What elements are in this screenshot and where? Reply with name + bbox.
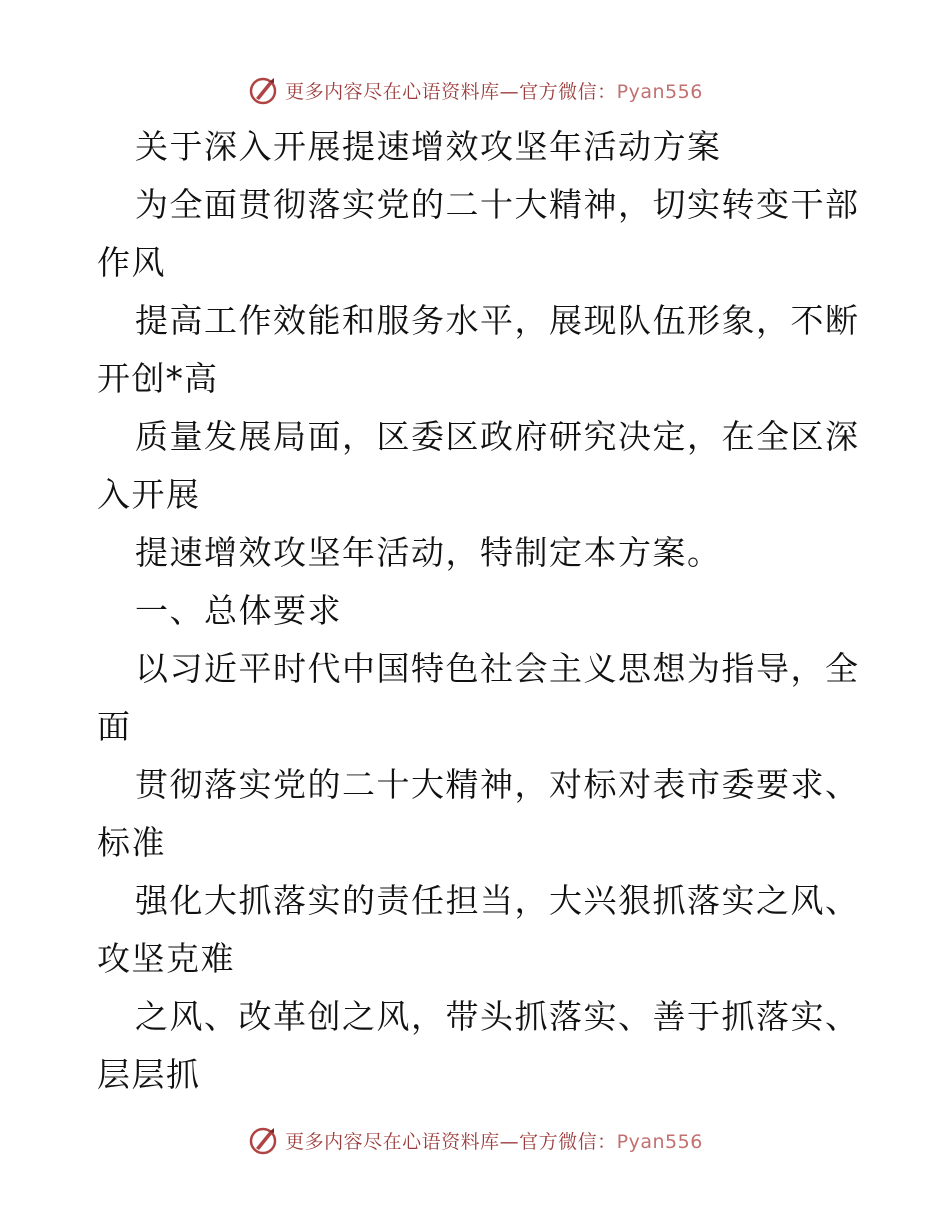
banner-text: 更多内容尽在心语资料库—官方微信： xyxy=(285,80,617,103)
quill-pen-logo-icon xyxy=(247,1124,279,1156)
banner-text: 更多内容尽在心语资料库—官方微信： xyxy=(285,1130,617,1153)
footer-banner xyxy=(0,1120,950,1160)
paragraph-line: 之风、改革创之风，带头抓落实、善于抓落实、 xyxy=(135,997,860,1036)
paragraph-line: 提速增效攻坚年活动，特制定本方案。 xyxy=(135,533,722,572)
paragraph-line: 为全面贯彻落实党的二十大精神，切实转变干部 xyxy=(135,185,860,224)
paragraph-line: 层层抓 xyxy=(97,1055,201,1094)
document-title: 关于深入开展提速增效攻坚年活动方案 xyxy=(135,127,722,166)
paragraph-line: 强化大抓落实的责任担当，大兴狠抓落实之风、 xyxy=(135,881,860,920)
paragraph-line: 面 xyxy=(97,707,132,746)
section-heading: 一、总体要求 xyxy=(135,591,342,630)
document-body xyxy=(97,118,860,1104)
paragraph-line: 提高工作效能和服务水平，展现队伍形象，不断 xyxy=(135,301,860,340)
paragraph-line: 入开展 xyxy=(97,475,201,514)
paragraph-line: 作风 xyxy=(97,243,166,282)
banner-wechat-id: Pyan556 xyxy=(616,1130,703,1153)
banner-wechat-id: Pyan556 xyxy=(616,80,703,103)
quill-pen-logo-icon xyxy=(247,74,279,106)
paragraph-line: 攻坚克难 xyxy=(97,939,235,978)
header-banner xyxy=(0,70,950,110)
paragraph-line: 质量发展局面，区委区政府研究决定，在全区深 xyxy=(135,417,860,456)
paragraph-line: 贯彻落实党的二十大精神，对标对表市委要求、 xyxy=(135,765,860,804)
paragraph-line: 标准 xyxy=(97,823,166,862)
paragraph-line: 以习近平时代中国特色社会主义思想为指导，全 xyxy=(135,649,860,688)
paragraph-line: 开创*高 xyxy=(97,359,219,398)
